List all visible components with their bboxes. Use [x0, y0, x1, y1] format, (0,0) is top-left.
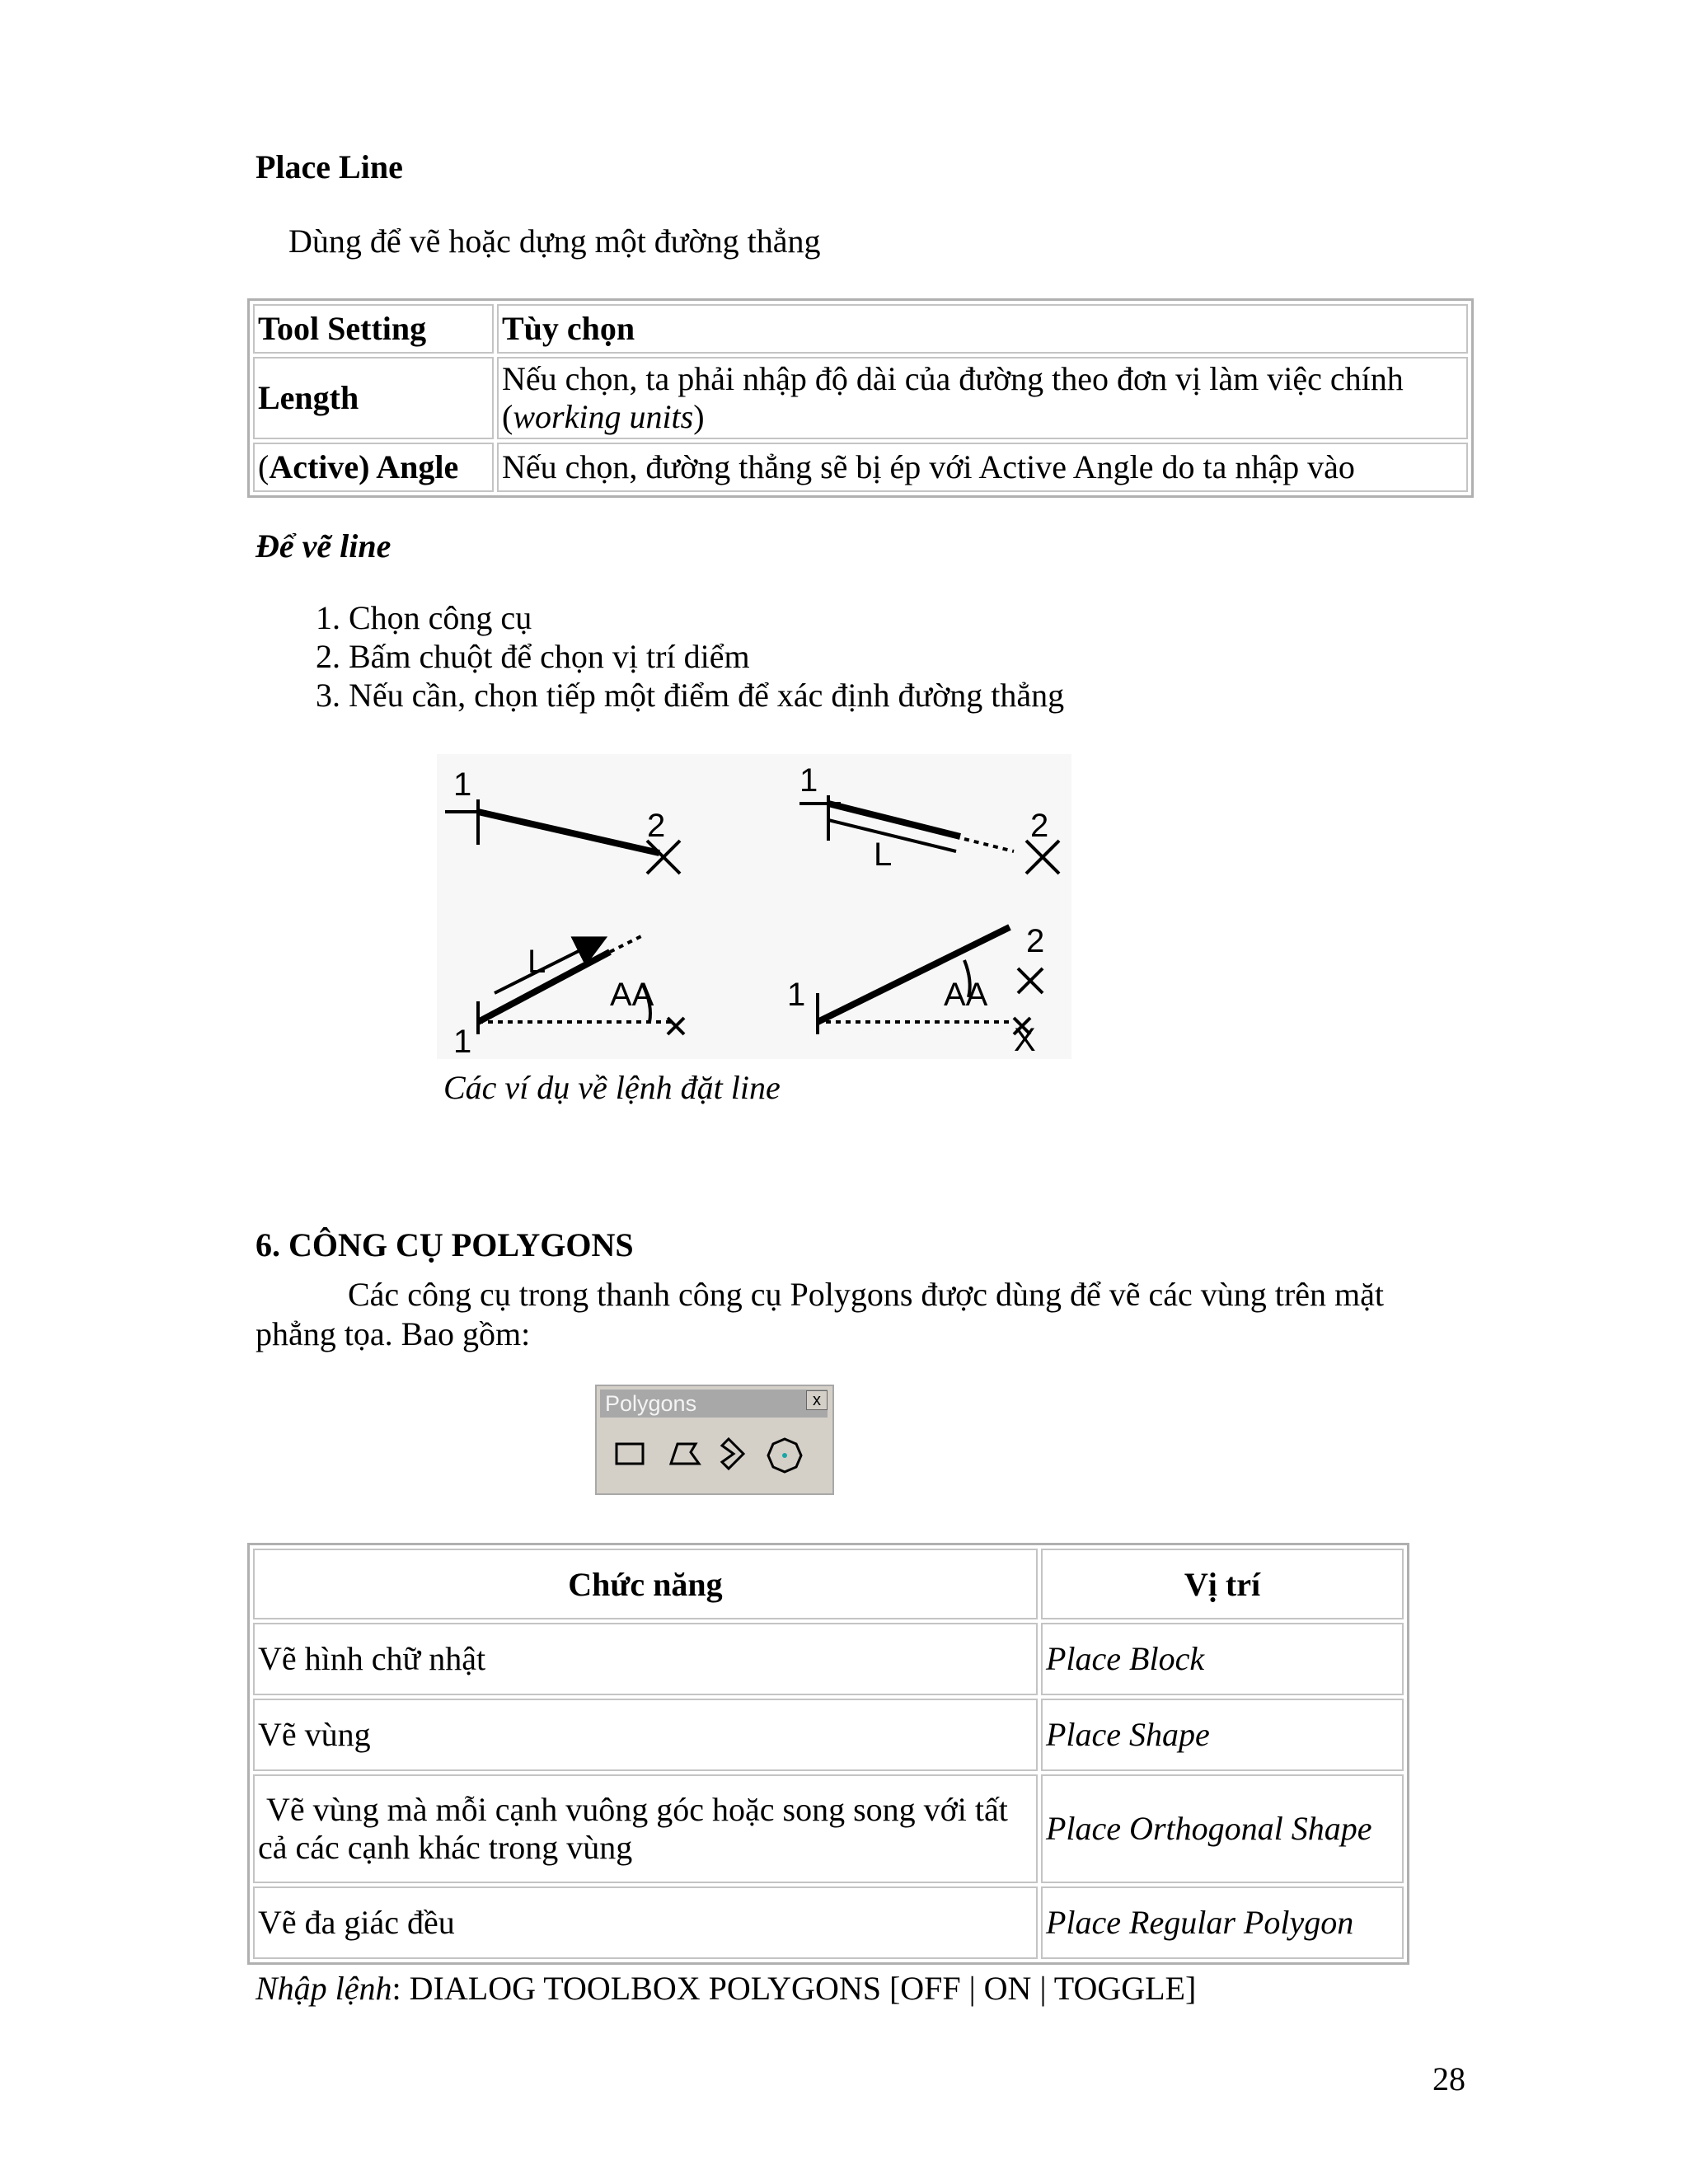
list-item: 1. Chọn công cụ — [349, 598, 1064, 637]
section-title: Place Line — [256, 148, 403, 185]
row-key-length: Length — [253, 357, 494, 439]
row-key-active-angle — [253, 443, 494, 492]
header-function: Chức năng — [253, 1549, 1038, 1619]
steps-list — [301, 598, 1064, 715]
active-angle-label: AA — [610, 977, 654, 1013]
figure-background — [437, 754, 1071, 1059]
intro-text: Dùng để vẽ hoặc dựng một đường thẳng — [288, 223, 821, 260]
length-label: L — [528, 944, 546, 980]
command-line — [256, 1970, 1196, 2008]
table-row — [253, 1886, 1404, 1959]
active-angle-label: AA — [944, 977, 988, 1013]
figure-caption: Các ví dụ về lệnh đặt line — [443, 1069, 781, 1106]
tool-settings-table — [247, 298, 1474, 498]
point-1-label: 1 — [453, 1024, 472, 1059]
header-options: Tùy chọn — [497, 304, 1468, 354]
toolbox-title: Polygons — [605, 1391, 697, 1416]
function-cell: Vẽ vùng — [253, 1699, 1038, 1771]
list-item: 2. Bấm chuột để chọn vị trí diểm — [349, 637, 1064, 676]
location-cell: Place Shape — [1041, 1699, 1404, 1771]
polygons-function-table — [247, 1543, 1409, 1965]
paren-open: ( — [258, 448, 270, 485]
row-value-length — [497, 357, 1468, 439]
point-2-label: 2 — [1030, 808, 1049, 844]
header-location: Vị trí — [1041, 1549, 1404, 1619]
point-1-label: 1 — [787, 977, 806, 1013]
paren-open: ( — [502, 398, 513, 435]
page-number: 28 — [1432, 2060, 1465, 2097]
command-text: : DIALOG TOOLBOX POLYGONS [OFF | ON | TOGGLE] — [392, 1970, 1197, 2007]
location-cell: Place Block — [1041, 1623, 1404, 1695]
location-cell: Place Orthogonal Shape — [1041, 1774, 1404, 1883]
section6-line1: Các công cụ trong thanh công cụ Polygons được dùng để vẽ các vùng trên mặt — [348, 1276, 1384, 1313]
point-1-label: 1 — [799, 762, 818, 799]
function-cell: Vẽ vùng mà mỗi cạnh vuông góc hoặc song song với tất cả các cạnh khác trong vùng — [253, 1774, 1038, 1883]
x-axis-label: X — [1014, 1022, 1036, 1058]
table-header-row — [253, 304, 1468, 354]
section6-title: 6. CÔNG CỤ POLYGONS — [256, 1226, 634, 1263]
point-2-label: 2 — [647, 808, 666, 844]
list-item: 3. Nếu cần, chọn tiếp một điểm để xác định đường thẳng — [349, 676, 1064, 715]
place-shape-icon[interactable] — [671, 1444, 699, 1464]
header-tool-setting: Tool Setting — [253, 304, 494, 354]
point-2-label: 2 — [1026, 923, 1045, 959]
length-label: L — [874, 837, 893, 873]
paren-close: ) — [693, 398, 705, 435]
toolbox-icons — [613, 1434, 819, 1480]
working-units-term: working units — [513, 398, 694, 435]
howto-title: Để vẽ line — [256, 527, 392, 565]
table-row — [253, 1623, 1404, 1695]
place-block-icon[interactable] — [617, 1444, 643, 1464]
section6-line2: phẳng tọa. Bao gồm: — [256, 1315, 531, 1352]
table-header-row — [253, 1549, 1404, 1619]
table-row — [253, 1774, 1404, 1883]
function-cell: Vẽ hình chữ nhật — [253, 1623, 1038, 1695]
length-desc: Nếu chọn, ta phải nhập độ dài của đường theo đơn vị làm việc chính — [502, 360, 1404, 397]
point-1-label: 1 — [453, 766, 472, 803]
location-cell: Place Regular Polygon — [1041, 1886, 1404, 1959]
row-value-active-angle: Nếu chọn, đường thẳng sẽ bị ép với Active Angle do ta nhập vào — [497, 443, 1468, 492]
table-row — [253, 443, 1468, 492]
table-row — [253, 357, 1468, 439]
polygons-toolbox — [595, 1385, 834, 1495]
table-row — [253, 1699, 1404, 1771]
toolbox-titlebar[interactable] — [600, 1390, 828, 1418]
close-icon[interactable]: x — [806, 1390, 828, 1410]
function-cell: Vẽ đa giác đều — [253, 1886, 1038, 1959]
command-label: Nhập lệnh — [256, 1970, 392, 2007]
line-examples-figure — [437, 754, 1071, 1059]
orthogonal-shape-icon[interactable] — [722, 1439, 743, 1469]
active-angle-label: Active) Angle — [269, 448, 459, 485]
